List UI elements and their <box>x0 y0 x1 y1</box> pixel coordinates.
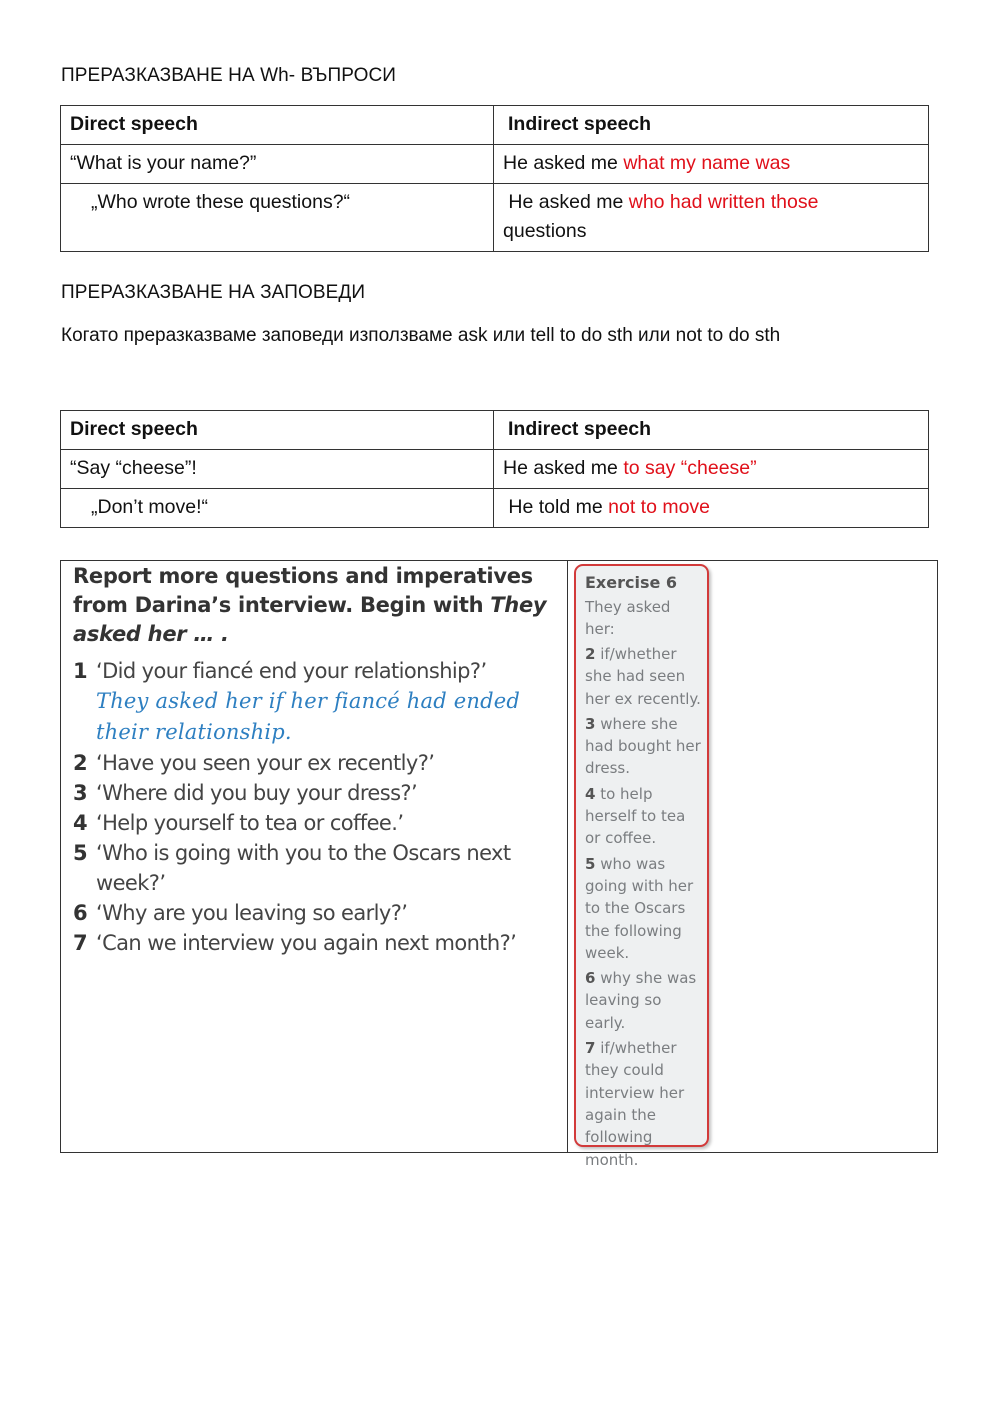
header-direct-speech: Direct speech <box>61 411 494 450</box>
question-item: 5 ‘Who is going with you to the Oscars next week?’ <box>73 841 511 895</box>
indirect-prefix: He asked me <box>503 457 624 479</box>
indirect-speech-cell <box>494 450 929 489</box>
header-direct-speech: Direct speech <box>61 106 494 145</box>
indirect-speech-cell <box>494 184 929 252</box>
header-indirect-speech: Indirect speech <box>494 106 929 145</box>
question-item: 4 ‘Help yourself to tea or coffee.’ <box>73 811 404 835</box>
commands-heading: ПРЕРАЗКАЗВАНЕ НА ЗАПОВЕДИ <box>61 282 366 303</box>
answer-key-item: 6 why she was leaving so early. <box>585 969 697 1032</box>
instruction-line: from Darina’s interview. Begin with They asked her … . <box>73 593 547 646</box>
instruction-italic: They asked her … . <box>73 593 547 646</box>
indirect-highlight: not to move <box>608 496 711 518</box>
answer-key-item: 2 if/whether she had seen her ex recently. <box>585 645 701 708</box>
exercise-instruction <box>73 562 563 649</box>
table-row <box>61 450 929 489</box>
header-indirect-speech: Indirect speech <box>494 411 929 450</box>
indirect-highlight: what my name was <box>623 152 791 174</box>
instruction-line: Report more questions and imperatives <box>73 564 533 588</box>
exercise-questions-column <box>73 561 563 958</box>
table-header-row <box>61 106 929 145</box>
answer-key-title: Exercise 6 <box>585 573 678 592</box>
question-item: 7 ‘Can we interview you again next month?’ <box>73 931 517 955</box>
table-row <box>61 489 929 528</box>
column-divider <box>567 561 568 1152</box>
direct-speech-cell: “What is your name?” <box>61 145 494 184</box>
indirect-suffix: questions <box>503 220 587 242</box>
question-item: 3 ‘Where did you buy your dress?’ <box>73 781 418 805</box>
question-item: 2 ‘Have you seen your ex recently?’ <box>73 751 435 775</box>
question-item: 1 ‘Did your fiancé end your relationship?’ <box>73 659 487 683</box>
answer-key-lead: They asked her: <box>585 598 671 638</box>
indirect-prefix: He asked me <box>503 191 629 213</box>
answer-key-item: 3 where she had bought her dress. <box>585 714 701 778</box>
table-row <box>61 145 929 184</box>
handwritten-answer: They asked her if her fiancé had ended their relationship. <box>96 689 520 744</box>
table-header-row <box>61 411 929 450</box>
commands-table <box>60 410 929 528</box>
question-list <box>73 656 563 958</box>
wh-questions-table <box>60 105 929 252</box>
indirect-speech-cell <box>494 489 929 528</box>
question-item: 6 ‘Why are you leaving so early?’ <box>73 901 408 925</box>
direct-speech-cell: „Don’t move!“ <box>61 489 494 528</box>
answer-key-item: 5 who was going with her to the Oscars the following week. <box>585 854 694 962</box>
answer-key-panel <box>574 564 709 1169</box>
direct-speech-cell: „Who wrote these questions?“ <box>61 184 494 252</box>
indirect-highlight: to say “cheese” <box>623 457 757 479</box>
answer-key-item: 4 to help herself to tea or coffee. <box>585 784 686 848</box>
direct-speech-cell: “Say “cheese”! <box>61 450 494 489</box>
table-row <box>61 184 929 252</box>
commands-explanation: Когато преразказваме заповеди използваме ask или tell to do sth или not to do sth <box>61 325 781 346</box>
wh-questions-heading: ПРЕРАЗКАЗВАНЕ НА Wh- ВЪПРОСИ <box>61 65 397 86</box>
indirect-highlight: who had written those <box>628 191 819 213</box>
answer-key-item: 7 if/whether they could interview her again the following month. <box>585 1039 685 1169</box>
indirect-prefix: He asked me <box>503 152 624 174</box>
indirect-speech-cell <box>494 145 929 184</box>
indirect-prefix: He told me <box>503 496 609 518</box>
exercise-box <box>60 560 938 1169</box>
